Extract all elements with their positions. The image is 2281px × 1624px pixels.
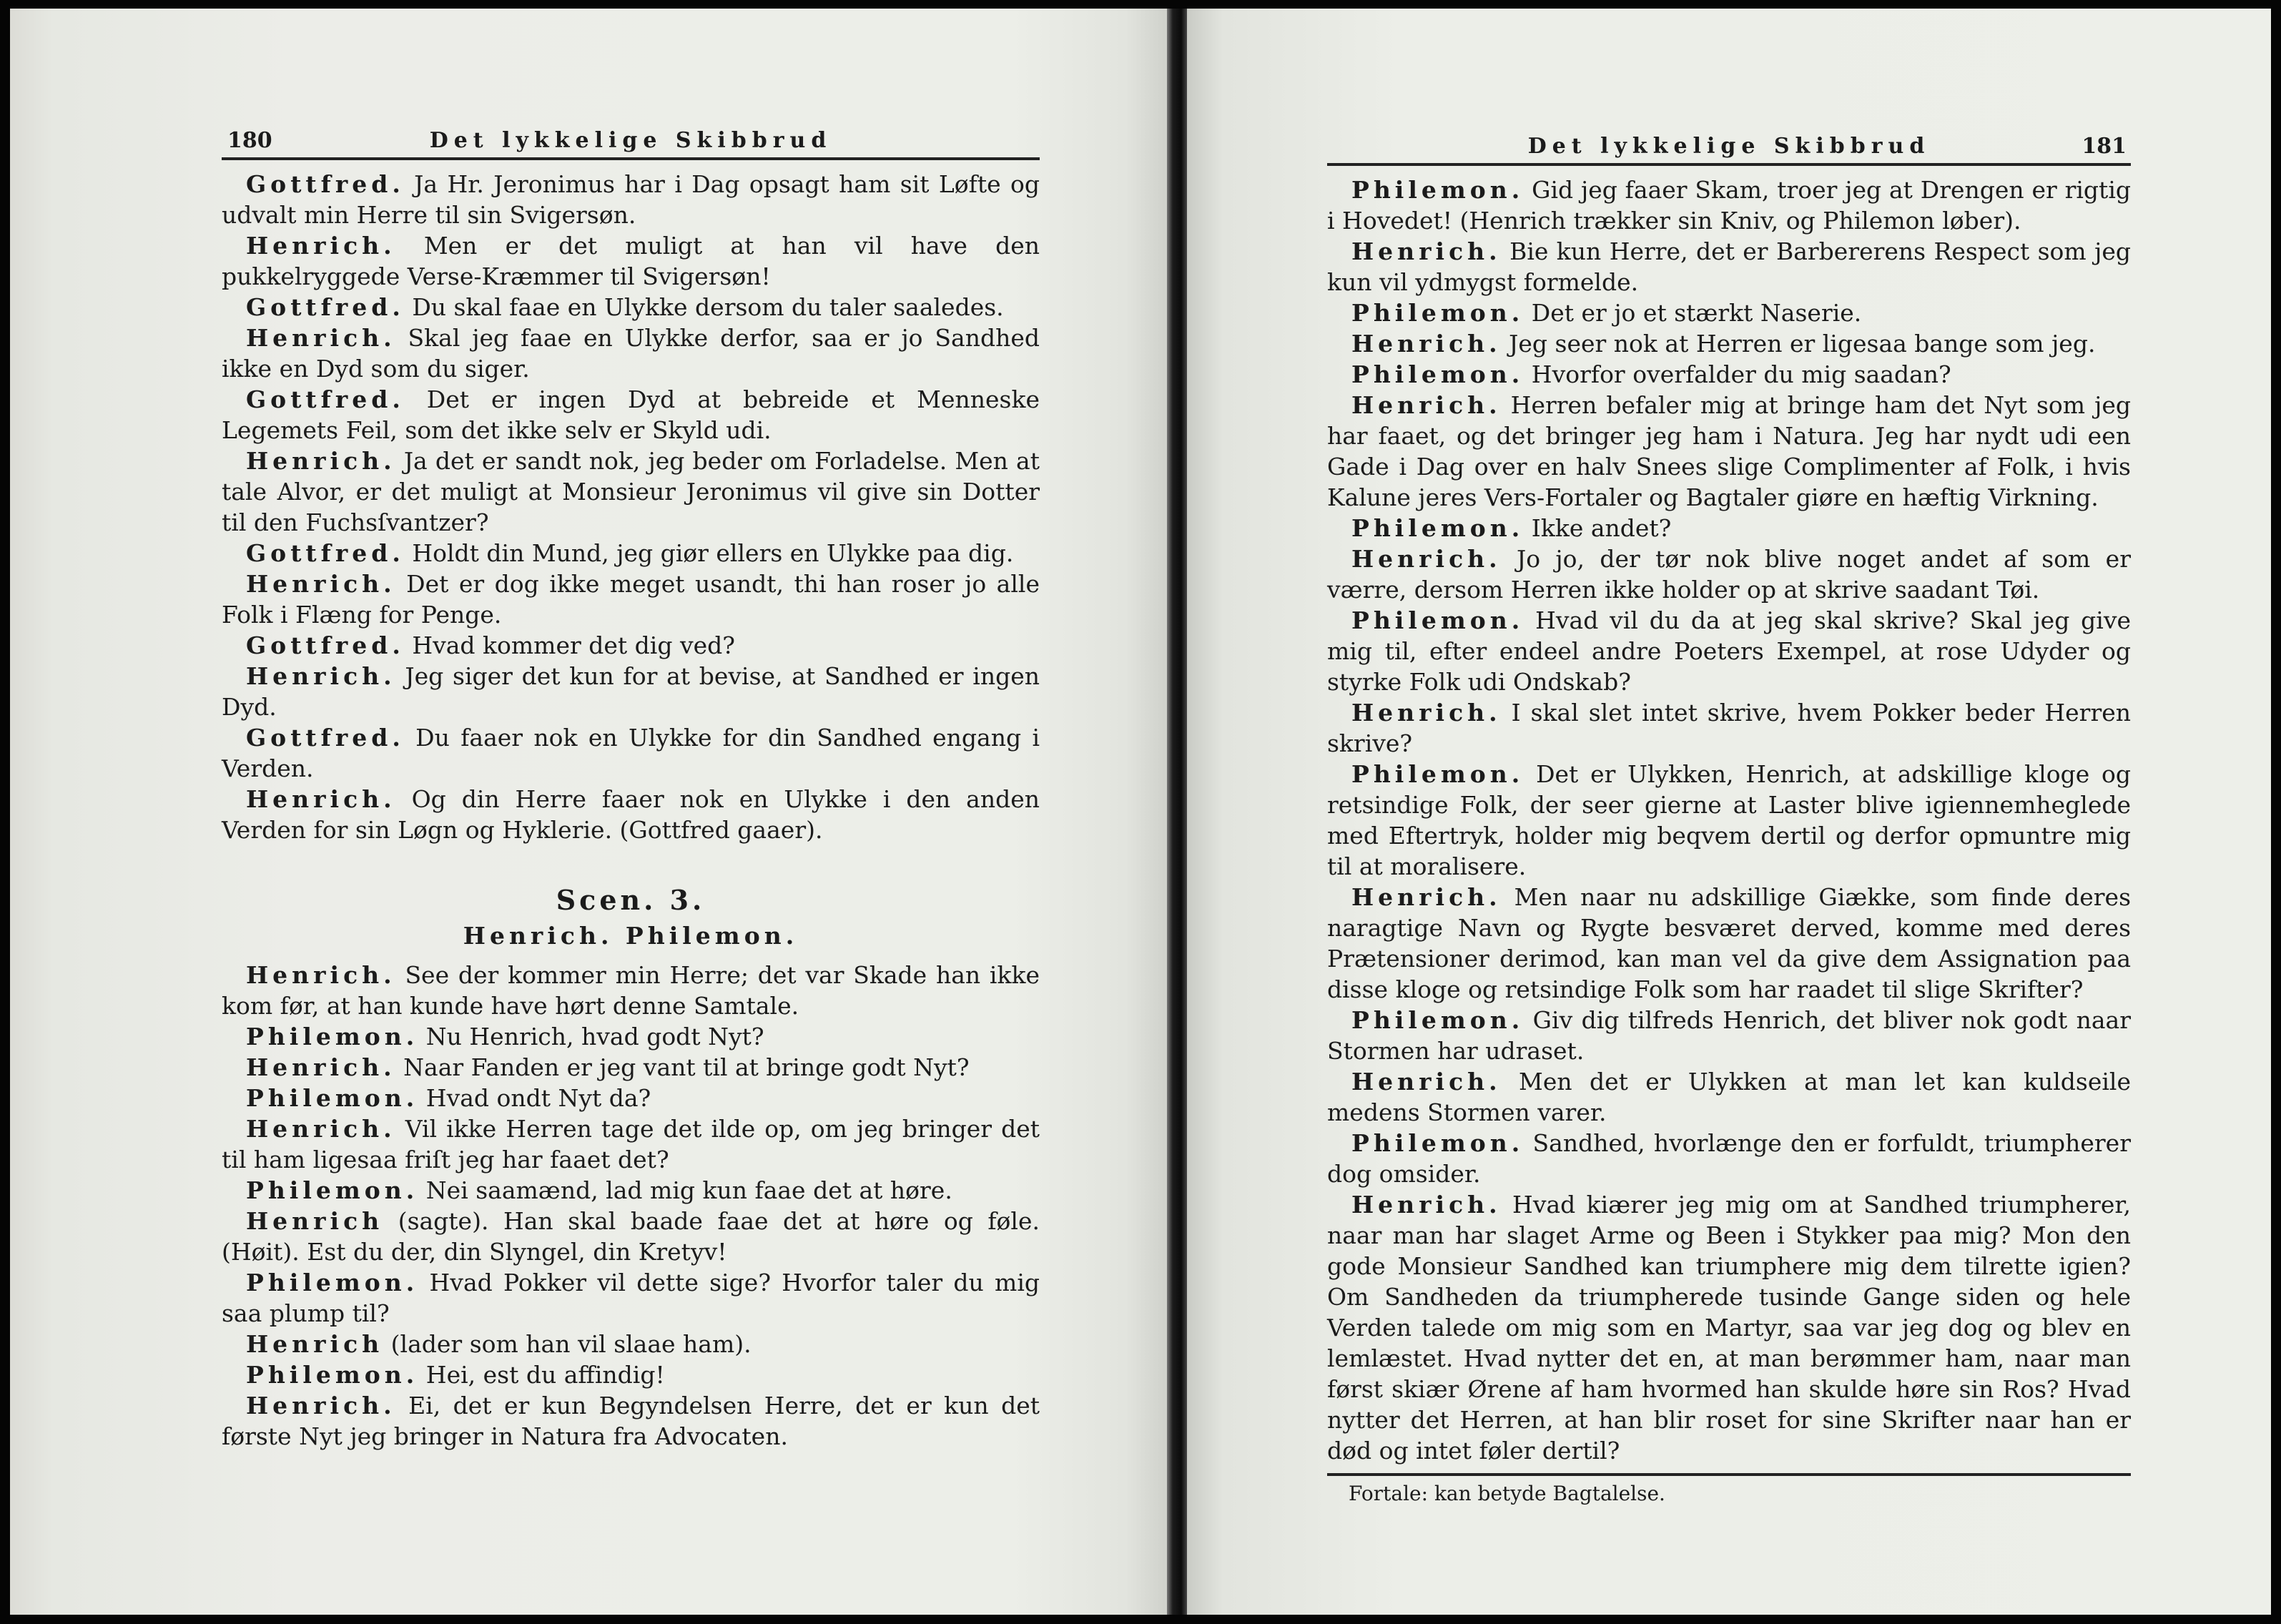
line-text: Det er Ulykken, Henrich, at adskillige kloge og retsindige Folk, der seer gierne at Laster blive igiennemheglede med Eftertryk, holder mig beqvem dertil og derfor opmuntre mig til at moralisere. — [1327, 760, 2131, 880]
dialogue-line — [222, 1083, 1040, 1113]
dialogue-line — [222, 630, 1040, 661]
speaker-name: Philemon. — [246, 1023, 419, 1050]
speaker-name: Philemon. — [246, 1361, 419, 1389]
speaker-name: Philemon. — [1351, 360, 1524, 388]
speaker-name: Henrich. — [246, 662, 396, 690]
dialogue-line — [1327, 543, 2131, 605]
line-text: Giv dig tilfreds Henrich, det bliver nok godt naar Stormen har udraset. — [1327, 1006, 2131, 1065]
line-text: (sagte). Han skal baade faae det at høre og føle. (Høit). Est du der, din Slyngel, din Kretyv! — [222, 1207, 1040, 1266]
dialogue-line — [222, 722, 1040, 784]
line-text: Hvad vil du da at jeg skal skrive? Skal jeg give mig til, efter endeel andre Poeters Exempel, at rose Udyder og styrke Folk udi Ondskab? — [1327, 606, 2131, 696]
speaker-name: Henrich. — [246, 232, 396, 260]
speaker-name: Henrich. — [1351, 699, 1502, 727]
speaker-name: Henrich. — [1351, 545, 1502, 573]
dialogue-line — [1327, 882, 2131, 1005]
dialogue-line — [222, 292, 1040, 323]
dialogue-line — [222, 446, 1040, 538]
dialogue-line — [222, 960, 1040, 1021]
speaker-name: Philemon. — [246, 1084, 419, 1112]
speaker-name: Henrich. — [246, 1115, 396, 1143]
dialogue-line — [222, 1359, 1040, 1390]
speaker-name: Gottfred. — [246, 631, 405, 659]
right-page — [1187, 9, 2271, 1615]
line-text: Men naar nu adskillige Giække, som finde deres naragtige Navn og Rygte besværet derved, komme med deres Prætensioner derimod, kan man vel da give dem Assignation paa disse kloge og retsindige Folk som har raadet til slige Skrifter? — [1327, 883, 2131, 1003]
dialogue-line — [1327, 328, 2131, 359]
dialogue-line — [222, 661, 1040, 722]
speaker-name: Philemon. — [1351, 176, 1524, 204]
speaker-name: Gottfred. — [246, 293, 405, 321]
left-dialogue-after-scene — [222, 960, 1040, 1452]
line-text: Nu Henrich, hvad godt Nyt? — [418, 1023, 764, 1050]
speaker-name: Gottfred. — [246, 170, 405, 198]
right-running-title: Det lykkelige Skibbrud — [1527, 134, 1931, 159]
speaker-name: Henrich. — [246, 447, 396, 475]
scene-heading: Scen. 3. — [556, 884, 706, 916]
speaker-name: Henrich. — [246, 961, 396, 989]
line-text: Hvad Pokker vil dette sige? Hvorfor taler du mig saa plump til? — [222, 1269, 1040, 1327]
line-text: Jeg seer nok at Herren er ligesaa bange som jeg. — [1501, 330, 2096, 358]
dialogue-line — [1327, 697, 2131, 759]
line-text: Skal jeg faae en Ulykke derfor, saa er jo Sandhed ikke en Dyd som du siger. — [222, 324, 1040, 383]
dialogue-line — [222, 1175, 1040, 1206]
speaker-name: Henrich. — [1351, 391, 1502, 419]
dialogue-line — [1327, 1189, 2131, 1466]
speaker-name: Henrich. — [1351, 883, 1502, 911]
line-text: Det er jo et stærkt Naserie. — [1524, 299, 1862, 327]
left-running-title: Det lykkelige Skibbrud — [429, 128, 832, 153]
line-text: Nei saamænd, lad mig kun faae det at høre. — [418, 1176, 952, 1204]
line-text: Naar Fanden er jeg vant til at bringe godt Nyt? — [395, 1053, 970, 1081]
dialogue-line — [222, 384, 1040, 446]
dialogue-line — [1327, 1066, 2131, 1128]
line-text: Hvad kiærer jeg mig om at Sandhed triumpherer, naar man har slaget Arme og Been i Stykker paa mig? Mon den gode Monsieur Sandhed kan triumphere mig dem tilrette igien? Om Sandheden da triumpherede tusinde Gange siden og hele Verden talede om mig som en Martyr, saa var jeg dog og blev en lemlæstet. Hvad nytter det en, at man berømmer ham, naar man først skiær Ørene af ham hvormed han skulde høre sin Ros? Hvad nytter det Herren, at han blir roset for sine Skrifter naar han er død og intet føler dertil? — [1327, 1191, 2131, 1465]
speaker-name: Philemon. — [1351, 1006, 1524, 1034]
line-text: See der kommer min Herre; det var Skade han ikke kom før, at han kunde have hørt denne Samtale. — [222, 961, 1040, 1020]
dialogue-line — [1327, 759, 2131, 882]
speaker-name: Henrich. — [246, 1053, 396, 1081]
speaker-name: Gottfred. — [246, 724, 405, 752]
speaker-name: Philemon. — [1351, 514, 1524, 542]
left-text-column — [222, 113, 1040, 1452]
speaker-name: Philemon. — [1351, 606, 1524, 634]
speaker-name: Philemon. — [246, 1269, 419, 1296]
dialogue-line — [1327, 605, 2131, 697]
line-text: Sandhed, hvorlænge den er forfuldt, triumpherer dog omsider. — [1327, 1129, 2131, 1188]
left-page-number: 180 — [227, 128, 272, 153]
line-text: Jo jo, der tør nok blive noget andet af som er værre, dersom Herren ikke holder op at skrive saadant Tøi. — [1327, 545, 2131, 604]
speaker-name: Henrich. — [246, 1392, 396, 1419]
dialogue-line — [1327, 1005, 2131, 1066]
speaker-name: Henrich. — [246, 570, 396, 598]
line-text: Det er ingen Dyd at bebreide et Menneske Legemets Feil, som det ikke selv er Skyld udi. — [222, 385, 1040, 444]
left-running-head — [222, 113, 1040, 160]
line-text: Gid jeg faaer Skam, troer jeg at Drengen er rigtig i Hovedet! (Henrich trækker sin Kniv, og Philemon løber). — [1327, 176, 2131, 235]
line-text: (lader som han vil slaae ham). — [383, 1330, 752, 1358]
speaker-name: Henrich. — [1351, 330, 1502, 358]
dialogue-line — [222, 1206, 1040, 1267]
line-text: Ja Hr. Jeronimus har i Dag opsagt ham sit Løfte og udvalt min Herre til sin Svigersøn. — [222, 170, 1040, 229]
dialogue-line — [222, 784, 1040, 845]
line-text: Bie kun Herre, det er Barbererens Respect som jeg kun vil ydmygst formelde. — [1327, 237, 2131, 296]
line-text: Hvad kommer det dig ved? — [404, 631, 735, 659]
line-text: Hei, est du affindig! — [418, 1361, 665, 1389]
speaker-name: Henrich. — [1351, 1191, 1502, 1219]
dialogue-line — [1327, 513, 2131, 543]
dialogue-line — [222, 1052, 1040, 1083]
left-page — [10, 9, 1167, 1615]
dialogue-line — [222, 1390, 1040, 1452]
dialogue-line — [222, 230, 1040, 292]
line-text: Jeg siger det kun for at bevise, at Sandhed er ingen Dyd. — [222, 662, 1040, 721]
dialogue-line — [1327, 236, 2131, 297]
line-text: Ikke andet? — [1524, 514, 1672, 542]
speaker-name: Gottfred. — [246, 385, 405, 413]
footnote-rule — [1327, 1473, 2131, 1476]
dialogue-line — [1327, 1128, 2131, 1189]
line-text: Herren befaler mig at bringe ham det Nyt som jeg har faaet, og det bringer jeg ham i Natura. Jeg har nydt udi een Gade i Dag over en halv Snees slige Complimenter af Folk, i hvis Kalune jeres Vers-Fortaler og Bagtaler giøre en hæftig Virkning. — [1327, 391, 2131, 511]
dialogue-line — [1327, 297, 2131, 328]
dialogue-line — [1327, 390, 2131, 513]
dialogue-line — [222, 1329, 1040, 1359]
speaker-name: Philemon. — [1351, 299, 1524, 327]
right-running-head — [1327, 119, 2131, 166]
dialogue-line — [222, 1021, 1040, 1052]
dialogue-line — [1327, 174, 2131, 236]
speaker-name: Henrich. — [246, 785, 396, 813]
speaker-name: Henrich — [246, 1207, 384, 1235]
speaker-name: Gottfred. — [246, 539, 405, 567]
speaker-name: Henrich. — [1351, 1068, 1502, 1096]
left-dialogue-before-scene — [222, 169, 1040, 845]
dialogue-line — [222, 538, 1040, 569]
dialogue-line — [222, 1267, 1040, 1329]
right-dialogue — [1327, 174, 2131, 1466]
right-text-column — [1327, 119, 2131, 1509]
speaker-name: Philemon. — [1351, 760, 1524, 788]
line-text: Men det er Ulykken at man let kan kuldseile medens Stormen varer. — [1327, 1068, 2131, 1126]
line-text: Du skal faae en Ulykke dersom du taler saaledes. — [404, 293, 1004, 321]
speaker-name: Henrich. — [1351, 237, 1502, 265]
speaker-name: Henrich — [246, 1330, 384, 1358]
speaker-name: Philemon. — [1351, 1129, 1524, 1157]
dialogue-line — [222, 323, 1040, 384]
line-text: Men er det muligt at han vil have den pukkelryggede Verse-Kræmmer til Svigersøn! — [222, 232, 1040, 290]
line-text: Ei, det er kun Begyndelsen Herre, det er kun det første Nyt jeg bringer in Natura fra Advocaten. — [222, 1392, 1040, 1450]
line-text: Du faaer nok en Ulykke for din Sandhed engang i Verden. — [222, 724, 1040, 782]
line-text: Det er dog ikke meget usandt, thi han roser jo alle Folk i Flæng for Penge. — [222, 570, 1040, 629]
line-text: Vil ikke Herren tage det ilde op, om jeg bringer det til ham ligesaa friſt jeg har faaet det? — [222, 1115, 1040, 1173]
speaker-name: Philemon. — [246, 1176, 419, 1204]
dialogue-line — [222, 569, 1040, 630]
dialogue-line — [222, 1113, 1040, 1175]
book-spine — [1167, 9, 1187, 1615]
dialogue-line — [222, 169, 1040, 230]
line-text: Hvorfor overfalder du mig saadan? — [1524, 360, 1951, 388]
scene-cast: Henrich. Philemon. — [463, 922, 799, 950]
line-text: Og din Herre faaer nok en Ulykke i den anden Verden for sin Løgn og Hyklerie. (Gottfred gaaer). — [222, 785, 1040, 844]
speaker-name: Henrich. — [246, 324, 396, 352]
line-text: Ja det er sandt nok, jeg beder om Forladelse. Men at tale Alvor, er det muligt at Monsieur Jeronimus vil give sin Dotter til den Fuchsſvantzer? — [222, 447, 1040, 536]
line-text: Holdt din Mund, jeg giør ellers en Ulykke paa dig. — [404, 539, 1014, 567]
line-text: Hvad ondt Nyt da? — [418, 1084, 651, 1112]
dialogue-line — [1327, 359, 2131, 390]
line-text: I skal slet intet skrive, hvem Pokker beder Herren skrive? — [1327, 699, 2131, 757]
right-page-number: 181 — [2082, 134, 2127, 159]
footnote: Fortale: kan betyde Bagtalelse. — [1349, 1482, 1665, 1505]
